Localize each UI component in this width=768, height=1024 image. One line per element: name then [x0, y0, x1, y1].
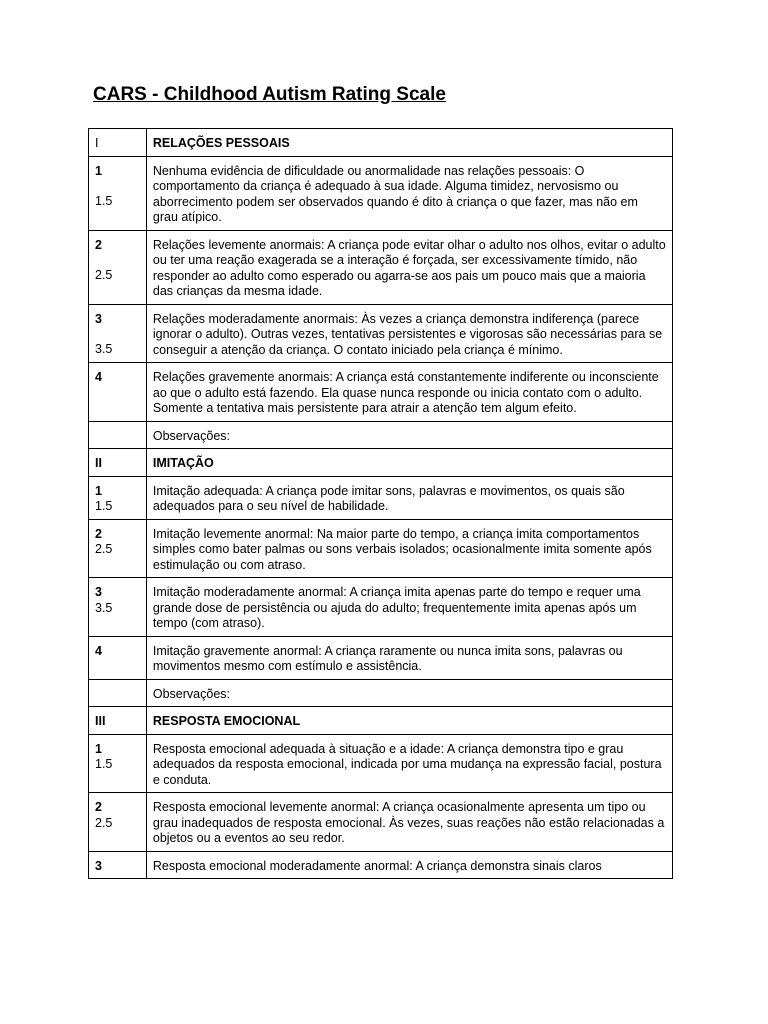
score-cell	[89, 363, 147, 422]
section-number: I	[89, 129, 147, 157]
description: Resposta emocional moderadamente anormal: A criança demonstra sinais claros	[146, 851, 672, 879]
observations-row	[89, 679, 673, 707]
table-row	[89, 230, 673, 304]
half-score: 2.5	[95, 815, 113, 830]
table-row	[89, 519, 673, 578]
section-header-row	[89, 707, 673, 735]
description: Nenhuma evidência de dificuldade ou anormalidade nas relações pessoais: O comportamento da criança é adequado à sua idade. Alguma timidez, nervosismo ou aborrecimento podem ser observados quando é dito à criança o que fazer, mas não em grau atípico.	[146, 156, 672, 230]
observations-row	[89, 421, 673, 449]
section-heading: RELAÇÕES PESSOAIS	[146, 129, 672, 157]
description: Resposta emocional adequada à situação e a idade: A criança demonstra tipo e grau adequados da resposta emocional, indicada por uma mudança na expressão facial, postura e conduta.	[146, 734, 672, 793]
observations-label: Observações:	[146, 421, 672, 449]
half-score: 1.5	[95, 499, 113, 513]
score: 1	[95, 741, 102, 756]
description: Imitação moderadamente anormal: A criança imita apenas parte do tempo e requer uma grande dose de persistência ou ajuda do adulto; frequentemente imita apenas após um tempo (com atraso).	[146, 578, 672, 637]
score-cell	[89, 851, 147, 879]
score: 2	[95, 526, 102, 541]
table-row	[89, 793, 673, 852]
half-score: 3.5	[95, 600, 113, 615]
score-cell	[89, 230, 147, 304]
score-cell	[89, 793, 147, 852]
section-heading: IMITAÇÃO	[146, 449, 672, 477]
section-number: III	[89, 707, 147, 735]
half-score: 3.5	[95, 342, 113, 356]
section-header-row	[89, 449, 673, 477]
observations-label: Observações:	[146, 679, 672, 707]
table-row	[89, 156, 673, 230]
half-score: 1.5	[95, 757, 113, 771]
cars-table	[88, 128, 673, 879]
score-cell	[89, 636, 147, 679]
section-number: II	[89, 449, 147, 477]
table-row	[89, 578, 673, 637]
score: 2	[95, 800, 102, 814]
score-cell	[89, 476, 147, 519]
document-title: CARS - Childhood Autism Rating Scale	[93, 84, 446, 105]
table-row	[89, 734, 673, 793]
score-cell	[89, 734, 147, 793]
description: Imitação adequada: A criança pode imitar sons, palavras e movimentos, os quais são adequados para o seu nível de habilidade.	[146, 476, 672, 519]
score: 4	[95, 370, 102, 384]
section-heading: RESPOSTA EMOCIONAL	[146, 707, 672, 735]
score: 3	[95, 311, 102, 326]
description: Relações levemente anormais: A criança pode evitar olhar o adulto nos olhos, evitar o adulto ou ter uma reação exagerada se a interação é forçada, ser excessivamente tímido, não responder ao adulto como esperado ou agarra-se aos pais um pouco mais que a maioria das crianças da mesma idade.	[146, 230, 672, 304]
table-row	[89, 636, 673, 679]
description: Imitação gravemente anormal: A criança raramente ou nunca imita sons, palavras ou movimentos mesmo com estímulo e assistência.	[146, 636, 672, 679]
description: Imitação levemente anormal: Na maior parte do tempo, a criança imita comportamentos simples como bater palmas ou sons verbais isolados; ocasionalmente imita somente após estimulação ou com atraso.	[146, 519, 672, 578]
table-row	[89, 363, 673, 422]
table-row	[89, 304, 673, 363]
score: 3	[95, 858, 102, 873]
score: 1	[95, 483, 102, 498]
score: 4	[95, 643, 102, 658]
score-cell	[89, 578, 147, 637]
score: 3	[95, 585, 102, 599]
description: Relações gravemente anormais: A criança está constantemente indiferente ou inconsciente ao que o adulto está fazendo. Ela quase nunca responde ou inicia contato com o adulto. Somente a tentativa mais persistente para atrair a atenção tem algum efeito.	[146, 363, 672, 422]
score-cell	[89, 156, 147, 230]
score-cell	[89, 519, 147, 578]
description: Resposta emocional levemente anormal: A criança ocasionalmente apresenta um tipo ou grau inadequados de resposta emocional. Às vezes, suas reações não estão relacionadas a objetos ou a eventos ao seu redor.	[146, 793, 672, 852]
half-score: 2.5	[95, 268, 113, 282]
half-score: 1.5	[95, 194, 113, 208]
table-row	[89, 476, 673, 519]
score: 2	[95, 237, 102, 252]
half-score: 2.5	[95, 542, 113, 556]
score-cell	[89, 304, 147, 363]
section-header-row	[89, 129, 673, 157]
score: 1	[95, 163, 102, 178]
description: Relações moderadamente anormais: Às vezes a criança demonstra indiferença (parece ignorar o adulto). Outras vezes, tentativas persistentes e vigorosas são necessárias para se conseguir a atenção da criança. O contato iniciado pela criança é mínimo.	[146, 304, 672, 363]
table-row	[89, 851, 673, 879]
